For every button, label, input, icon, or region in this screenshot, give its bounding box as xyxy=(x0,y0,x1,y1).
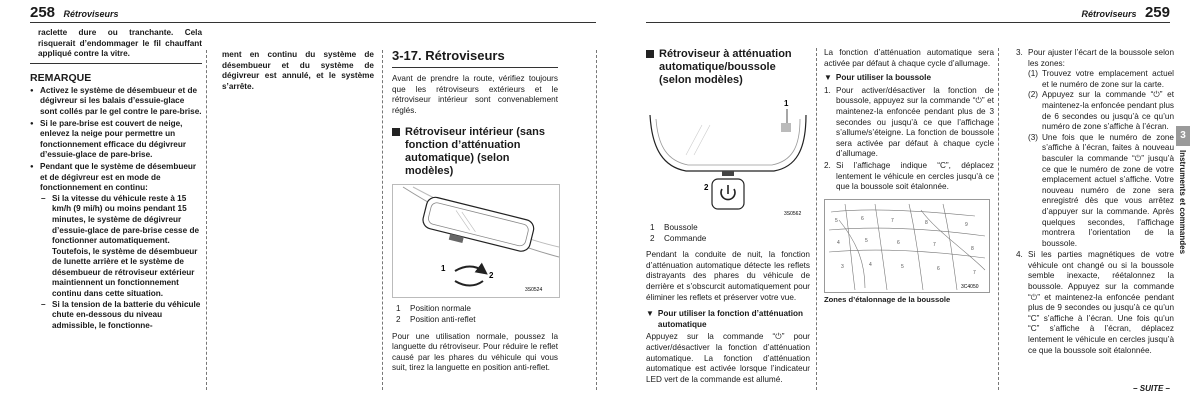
map-caption: Zones d’étalonnage de la boussole xyxy=(824,294,951,304)
legend-row xyxy=(650,223,810,234)
autodim-usage-title: Pour utiliser la fonction d’atténuation automatique xyxy=(657,309,804,329)
right-header-rule xyxy=(646,22,1170,23)
svg-text:6: 6 xyxy=(897,239,900,246)
svg-text:4: 4 xyxy=(869,261,872,268)
svg-text:8: 8 xyxy=(925,219,928,226)
step-number: 3. xyxy=(1016,48,1023,57)
left-page-header xyxy=(30,4,119,22)
legend-text: Position normale xyxy=(410,304,471,314)
left-header-rule xyxy=(30,22,596,23)
compass-display xyxy=(781,123,791,132)
substep-number: (3) xyxy=(1028,132,1039,142)
remarque-title: REMARQUE xyxy=(30,71,92,84)
figure-code: 3S0524 xyxy=(525,287,543,294)
map-code: 3C4050 xyxy=(961,283,979,290)
legend-row xyxy=(396,304,558,315)
zone-map-illustration xyxy=(825,200,989,292)
remarque-sublist xyxy=(40,194,202,332)
step-number: 4. xyxy=(1016,250,1023,260)
svg-text:7: 7 xyxy=(891,217,894,224)
step-number: 2. xyxy=(824,160,831,170)
left-col-divider-1 xyxy=(206,50,208,390)
remarque-subitem: – Si la vitesse du véhicule reste à 15 km/h (9 mi/h) ou moins pendant 15 minutes, le système de dégivreur d’essuie-glace de pare-brise cesse de fonctionner automatiquement. Toutefois, le système de désembueur de lunette arrière et le système de désembueur de rétroviseur extérieur maintiennent un fonctionnement continu dans cette situation. xyxy=(52,194,202,300)
remarque-item-text: Pendant que le système de désembueur et de dégivreur est en mode de fonctionnement en continu: xyxy=(40,161,197,193)
remarque-subitem: – Si la tension de la batterie du véhicule chute en-dessous du niveau admissible, le fonctionne- xyxy=(52,300,202,332)
continued-footer: – SUITE – xyxy=(1133,384,1170,393)
svg-text:9: 9 xyxy=(965,221,968,228)
substep xyxy=(1028,133,1174,250)
substep-text: Une fois que le numéro de zone s’affiche à l’écran, faites à nouveau basculer la commande “⏻” jusqu’à ce que le numéro de zone de votre emplacement actuel s’affiche. Votre nouveau numéro de zone sera enregistré dès que vous arrêtez d’appuyer sur la commande. Après quelques secondes, l’affichage montrera l’orientation de la boussole. xyxy=(1042,132,1174,248)
compass-heading-title: Pour utiliser la boussole xyxy=(835,73,932,83)
compass-steps xyxy=(824,86,994,193)
section-title-rule xyxy=(392,67,558,68)
right-colA xyxy=(646,48,810,385)
remarque-item xyxy=(40,162,202,332)
section-title: 3-17. Rétroviseurs xyxy=(392,48,505,63)
substep-number: (1) xyxy=(1028,69,1039,79)
heading-triangle-icon: ▼ xyxy=(646,309,654,319)
figure-label-2: 2 xyxy=(489,271,494,281)
left-col1 xyxy=(30,28,202,332)
legend-row xyxy=(650,234,810,245)
compass-step xyxy=(824,85,994,160)
figure-label-1: 1 xyxy=(784,99,789,108)
left-col3 xyxy=(392,48,558,374)
figure-label-2: 2 xyxy=(704,183,709,192)
legend-number: 1 xyxy=(650,223,655,232)
interior-mirror-legend xyxy=(392,304,558,325)
heading-triangle-icon: ▼ xyxy=(824,73,832,83)
step-text: Pour activer/désactiver la fonction de boussole, appuyez sur la commande “⏻” et maintenez-la enfoncée pendant plus de 3 secondes ou jusqu’à ce que l’affichage s’allume/s’éteigne. La fonction de boussole sera activée par défaut à chaque cycle d’allumage. xyxy=(836,85,994,159)
chapter-tab-label: Instruments et commandes xyxy=(1178,150,1187,255)
svg-text:4: 4 xyxy=(837,239,840,246)
step-text: Si l’affichage indique “C”, déplacez lentement le véhicule en cercles jusqu’à ce que la boussole soit étalonnée. xyxy=(836,160,994,192)
legend-number: 1 xyxy=(396,304,401,314)
autodim-mirror-illustration xyxy=(646,95,810,219)
figure-code: 3S0562 xyxy=(784,211,802,217)
legend-number: 2 xyxy=(650,233,655,243)
svg-text:3: 3 xyxy=(841,263,844,270)
interior-mirror-usage: Pour une utilisation normale, poussez la languette du rétroviseur. Pour réduire le reflet causé par les phares du véhicule qui vous suit, tirez la languette en position anti-reflet. xyxy=(392,331,558,373)
autodim-usage-text: Appuyez sur la commande “⏻” pour activer/désactiver la fonction d’atténuation automatique. La fonction d’atténuation automatique est activée lorsque l’indicateur LED vert de la commande est allumé. xyxy=(646,332,810,384)
substep xyxy=(1028,69,1174,90)
remarque-item: ● Si le pare-brise est couvert de neige, enlevez la neige pour permettre un fonctionnement efficace du dégivreur d’essuie-glace de pare-brise. xyxy=(40,119,202,161)
remarque-list xyxy=(30,86,202,332)
left-col-divider-2 xyxy=(382,50,384,390)
compass-step xyxy=(824,160,994,193)
autodim-legend xyxy=(646,223,810,244)
step-number: 1. xyxy=(824,85,831,95)
autodim-heading xyxy=(646,48,810,87)
interior-mirror-title: Rétroviseur intérieur (sans fonction d’atténuation automatique) (selon modèles) xyxy=(405,126,545,178)
section-intro: Avant de prendre la route, vérifiez toujours que les rétroviseurs extérieurs et le rétroviseur intérieur sont convenablement réglés. xyxy=(392,74,558,115)
svg-text:7: 7 xyxy=(933,241,936,248)
right-col-divider-2 xyxy=(998,48,1000,390)
heading-square-icon xyxy=(392,128,400,136)
right-colC xyxy=(1016,48,1174,357)
compass-steps-cont xyxy=(1016,48,1174,356)
legend-text: Commande xyxy=(664,233,707,243)
compass-heading xyxy=(824,73,994,84)
compass-intro: La fonction d’atténuation automatique sera activée par défaut à chaque cycle d’allumage. xyxy=(824,48,994,68)
right-page-title: Rétroviseurs xyxy=(1081,9,1137,19)
compass-step xyxy=(1016,48,1175,249)
calibration-map xyxy=(824,199,990,293)
right-colB xyxy=(824,48,994,305)
svg-text:5: 5 xyxy=(865,237,868,244)
svg-text:5: 5 xyxy=(835,217,838,224)
substep xyxy=(1028,90,1174,132)
svg-text:6: 6 xyxy=(861,215,864,222)
right-page-header xyxy=(1081,4,1170,22)
warning-continuation: raclette dure ou tranchante. Cela risquerait d’endommager le fil chauffant appliqué contre la vitre. xyxy=(38,28,202,59)
night-driving-text: Pendant la conduite de nuit, la fonction d’atténuation automatique détecte les reflets distrayants des phares du véhicule de derrière et s’obscurcit automatiquement pour éliminer les reflets et préserver votre vue. xyxy=(646,250,810,302)
left-page-title: Rétroviseurs xyxy=(63,9,119,19)
interior-mirror-heading xyxy=(392,126,558,178)
step-text: Si les parties magnétiques de votre véhicule ont changé ou si la boussole semble inexacte, réétalonnez la boussole. Appuyez sur la commande “⏻” et maintenez-la enfoncée pendant plus de 9 secondes ou jusqu’à ce qu’un “C” s’affiche à l’écran. Une fois qu’un “C” s’affiche à l’écran, déplacez lentement le véhicule en cercles jusqu’à ce que la boussole soit étalonnée. xyxy=(1028,250,1174,355)
interior-mirror-figure xyxy=(392,184,560,298)
remarque-continuation: ment en continu du système de désembueur et du système de dégivreur est annulé, et le système s’arrête. xyxy=(222,50,374,91)
left-col2 xyxy=(222,50,374,92)
autodim-title: Rétroviseur à atténuation automatique/boussole (selon modèles) xyxy=(659,48,792,86)
left-page-number: 258 xyxy=(30,4,56,21)
chapter-tab: 3 xyxy=(1176,126,1190,146)
figure-label-1: 1 xyxy=(441,264,446,274)
left-page-edge xyxy=(596,50,598,390)
right-page-number: 259 xyxy=(1144,4,1170,21)
substep-text: Appuyez sur la commande “⏻” et maintenez-la enfoncée pendant plus de 6 secondes ou jusqu’à ce qu’un numéro de zone s’affiche à l’écran. xyxy=(1042,90,1175,132)
svg-text:6: 6 xyxy=(937,265,940,272)
substep-list xyxy=(1028,69,1174,249)
svg-text:7: 7 xyxy=(973,269,976,276)
substep-text: Trouvez votre emplacement actuel et le numéro de zone sur la carte. xyxy=(1042,69,1174,89)
compass-step xyxy=(1016,250,1174,356)
legend-text: Boussole xyxy=(664,223,698,232)
autodim-figure xyxy=(646,95,810,219)
legend-number: 2 xyxy=(396,314,401,324)
remarque-item: ● Activez le système de désembueur et de dégivreur si les balais d’essuie-glace sont collés par le gel contre le pare-brise. xyxy=(40,86,202,118)
legend-row xyxy=(396,315,558,326)
svg-text:5: 5 xyxy=(901,263,904,270)
right-col-divider-1 xyxy=(816,48,818,390)
svg-text:8: 8 xyxy=(971,245,974,252)
autodim-usage-heading xyxy=(646,309,810,330)
mirror-illustration xyxy=(393,185,559,297)
legend-text: Position anti-reflet xyxy=(410,314,476,324)
substep-number: (2) xyxy=(1028,90,1039,100)
step-text: Pour ajuster l’écart de la boussole selon les zones: xyxy=(1028,48,1174,68)
warning-end-rule xyxy=(30,63,202,64)
heading-square-icon xyxy=(646,50,654,58)
